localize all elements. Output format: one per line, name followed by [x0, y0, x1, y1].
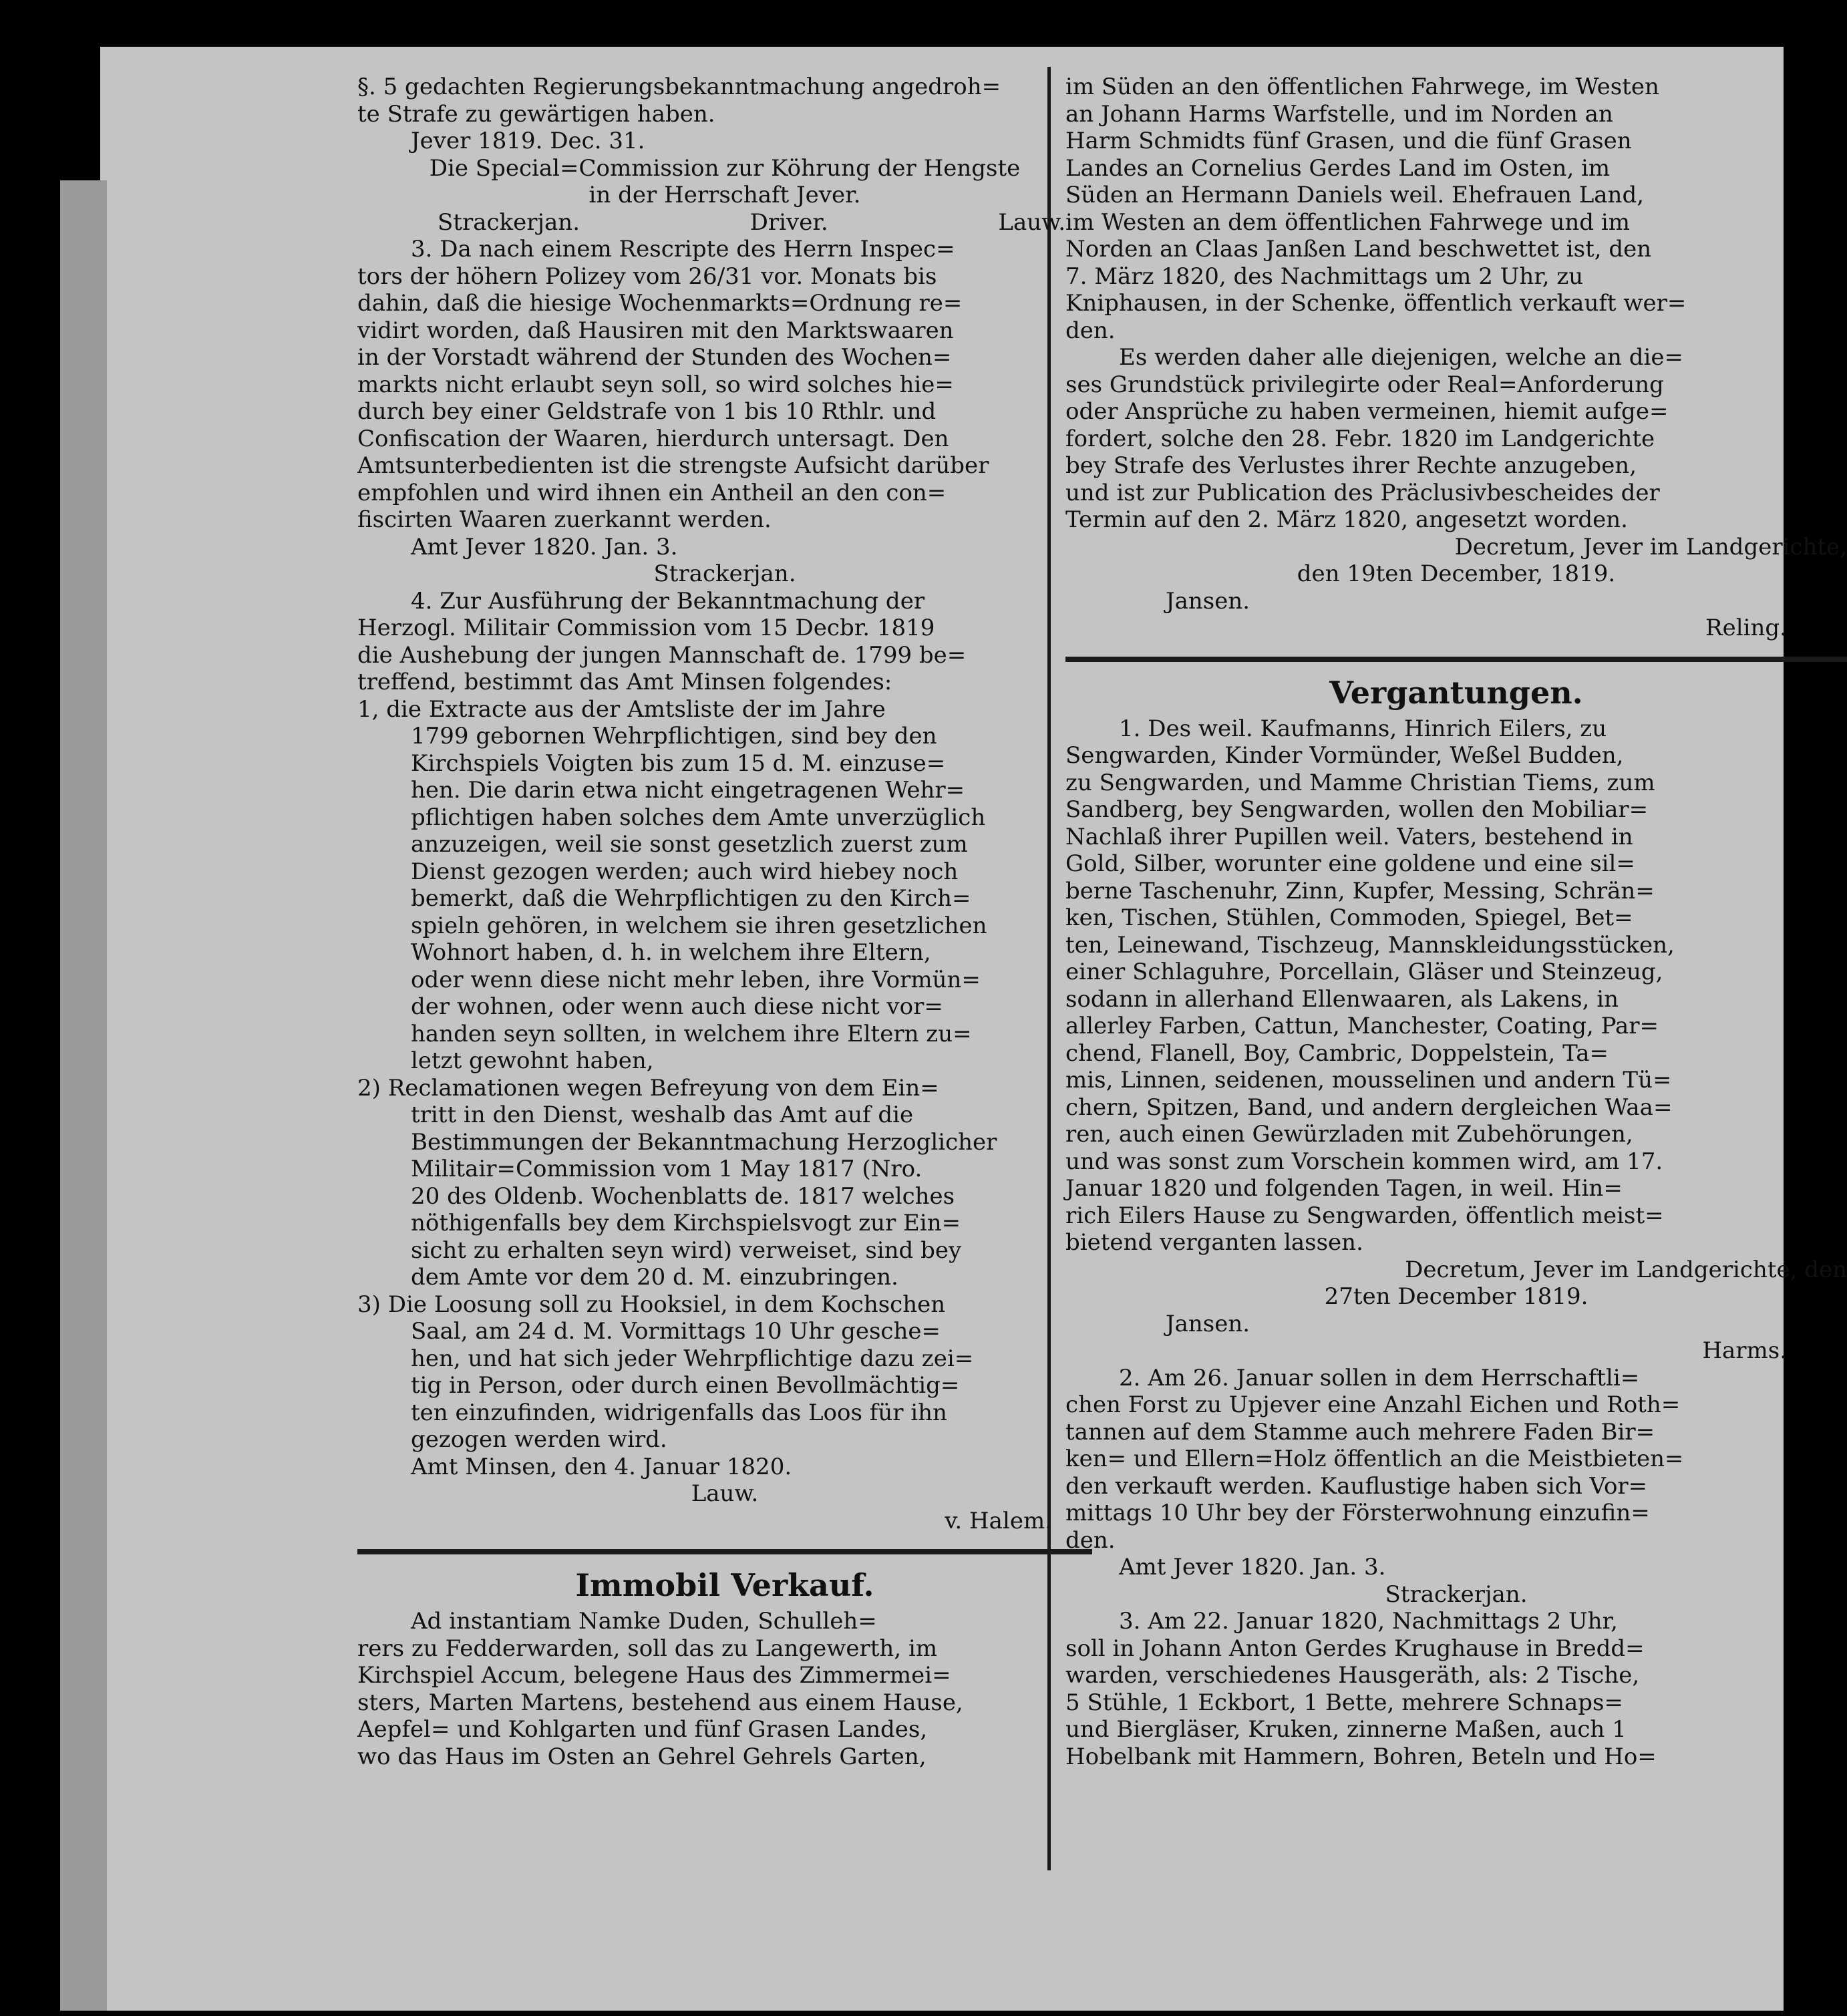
text-line: rers zu Fedderwarden, soll das zu Langewerth, im: [357, 1635, 938, 1662]
text-line: Ad instantiam Namke Duden, Schulleh=: [411, 1608, 877, 1635]
dateline: Amt Jever 1820. Jan. 3.: [1119, 1554, 1386, 1580]
text-line: te Strafe zu gewärtigen haben.: [357, 100, 715, 128]
text-line: ren, auch einen Gewürzladen mit Zubehörungen,: [1065, 1121, 1633, 1148]
text-line: Norden an Claas Janßen Land beschwettet ist, den: [1065, 236, 1652, 263]
text-line: bey Strafe des Verlustes ihrer Rechte anzugeben,: [1065, 452, 1637, 479]
text-line: gezogen werden wird.: [411, 1426, 667, 1453]
text-line: und was sonst zum Vorschein kommen wird, am 17.: [1065, 1148, 1663, 1175]
section-heading-immobil-verkauf: Immobil Verkauf.: [575, 1567, 874, 1603]
text-line: handen seyn sollten, in welchem ihre Eltern zu=: [411, 1020, 972, 1047]
text-line: letzt gewohnt haben,: [411, 1047, 654, 1074]
text-line: 3. Am 22. Januar 1820, Nachmittags 2 Uhr,: [1119, 1608, 1618, 1635]
dateline: Jever 1819. Dec. 31.: [411, 128, 645, 154]
text-line: 7. März 1820, des Nachmittags um 2 Uhr, zu: [1065, 263, 1584, 290]
text-line: Termin auf den 2. März 1820, angesetzt worden.: [1065, 506, 1628, 533]
text-line: Herzogl. Militair Commission vom 15 Decbr. 1819: [357, 615, 935, 641]
signature-name: Strackerjan.: [653, 560, 796, 587]
text-line: vidirt worden, daß Hausiren mit den Marktswaaren: [357, 317, 954, 344]
text-line: 1. Des weil. Kaufmanns, Hinrich Eilers, zu: [1119, 715, 1607, 742]
text-line: hen. Die darin etwa nicht eingetragenen Wehr=: [411, 777, 965, 804]
text-line: fordert, solche den 28. Febr. 1820 im Landgerichte: [1065, 425, 1655, 452]
list-item: 1, die Extracte aus der Amtsliste der im Jahre: [357, 695, 886, 723]
text-line: 1799 gebornen Wehrpflichtigen, sind bey den: [411, 723, 937, 749]
text-line: warden, verschiedenes Hausgeräth, als: 2 Tische,: [1065, 1662, 1640, 1689]
text-line: oder Ansprüche zu haben vermeinen, hiemit aufge=: [1065, 398, 1669, 425]
text-line: die Aushebung der jungen Mannschaft de. 1799 be=: [357, 641, 967, 669]
text-line: mis, Linnen, seidenen, mousselinen und andern Tü=: [1065, 1067, 1672, 1094]
text-line: zu Sengwarden, und Mamme Christian Tiems, zum: [1065, 769, 1655, 796]
text-line: einer Schlaguhre, Porcellain, Gläser und Steinzeug,: [1065, 959, 1663, 985]
text-line: chend, Flanell, Boy, Cambric, Doppelstein, Ta=: [1065, 1039, 1609, 1067]
text-line: sters, Marten Martens, bestehend aus einem Hause,: [357, 1689, 963, 1716]
text-line: und ist zur Publication des Präclusivbescheides der: [1065, 479, 1660, 506]
text-line: Wohnort haben, d. h. in welchem ihre Eltern,: [411, 939, 931, 966]
text-line: Januar 1820 und folgenden Tagen, in weil. Hin=: [1065, 1175, 1623, 1202]
text-line: im Süden an den öffentlichen Fahrwege, im Westen: [1065, 73, 1659, 100]
section-rule: [1065, 657, 1847, 662]
text-line: Sandberg, bey Sengwarden, wollen den Mobiliar=: [1065, 796, 1649, 823]
text-line: markts nicht erlaubt seyn soll, so wird solches hie=: [357, 371, 954, 398]
dateline: den 19ten December, 1819.: [1297, 560, 1616, 587]
dateline: Decretum, Jever im Landgerichte, den: [1405, 1256, 1847, 1283]
signature-title: in der Herrschaft Jever.: [589, 182, 861, 208]
dateline: 27ten December 1819.: [1324, 1283, 1588, 1310]
text-line: wo das Haus im Osten an Gehrel Gehrels Garten,: [357, 1743, 927, 1770]
text-line: oder wenn diese nicht mehr leben, ihre Vormün=: [411, 966, 981, 993]
signature-name: v. Halem.: [945, 1507, 1052, 1534]
signature-name: Harms.: [1702, 1337, 1787, 1364]
text-line: im Westen an dem öffentlichen Fahrwege und im: [1065, 208, 1630, 236]
text-line: Bestimmungen der Bekanntmachung Herzoglicher: [411, 1128, 997, 1156]
text-line: 5 Stühle, 1 Eckbort, 1 Bette, mehrere Schnaps=: [1065, 1689, 1623, 1716]
signature-name: Reling.: [1705, 615, 1787, 641]
text-line: der wohnen, oder wenn auch diese nicht vor=: [411, 993, 943, 1020]
text-line: 4. Zur Ausführung der Bekanntmachung der: [411, 587, 925, 615]
text-line: chern, Spitzen, Band, und andern dergleichen Waa=: [1065, 1094, 1673, 1121]
dateline: Amt Jever 1820. Jan. 3.: [411, 533, 678, 560]
text-line: Kirchspiels Voigten bis zum 15 d. M. einzuse=: [411, 749, 946, 777]
text-line: Süden an Hermann Daniels weil. Ehefrauen Land,: [1065, 182, 1645, 208]
text-line: treffend, bestimmt das Amt Minsen folgendes:: [357, 669, 892, 695]
right-column: [1065, 73, 1847, 1770]
signature-name: Jansen.: [1166, 587, 1250, 615]
text-line: Gold, Silber, worunter eine goldene und eine sil=: [1065, 850, 1635, 877]
text-line: sicht zu erhalten seyn wird) verweiset, sind bey: [411, 1236, 962, 1264]
text-line: Saal, am 24 d. M. Vormittags 10 Uhr gesche=: [411, 1318, 941, 1345]
list-item: 3) Die Loosung soll zu Hooksiel, in dem Kochschen: [357, 1291, 946, 1318]
text-line: Kniphausen, in der Schenke, öffentlich verkauft wer=: [1065, 290, 1687, 317]
section-rule: [357, 1549, 1092, 1554]
text-line: den.: [1065, 1526, 1116, 1554]
text-line: empfohlen und wird ihnen ein Antheil an den con=: [357, 479, 947, 506]
text-line: dahin, daß die hiesige Wochenmarkts=Ordnung re=: [357, 290, 963, 317]
text-line: Aepfel= und Kohlgarten und fünf Grasen Landes,: [357, 1716, 928, 1743]
text-line: chen Forst zu Upjever eine Anzahl Eichen und Roth=: [1065, 1391, 1681, 1418]
dateline: Amt Minsen, den 4. Januar 1820.: [411, 1453, 792, 1480]
text-line: an Johann Harms Warfstelle, und im Norden an: [1065, 100, 1613, 128]
text-line: soll in Johann Anton Gerdes Krughause in Bredd=: [1065, 1635, 1645, 1662]
text-line: 3. Da nach einem Rescripte des Herrn Inspec=: [411, 236, 955, 263]
text-line: allerley Farben, Cattun, Manchester, Coating, Par=: [1065, 1013, 1659, 1039]
text-line: 2. Am 26. Januar sollen in dem Herrschaftli=: [1119, 1364, 1640, 1391]
text-line: rich Eilers Hause zu Sengwarden, öffentlich meist=: [1065, 1202, 1664, 1229]
text-line: Amtsunterbedienten ist die strengste Aufsicht darüber: [357, 452, 989, 479]
signature-name: Strackerjan.: [438, 208, 580, 236]
text-line: ses Grundstück privilegirte oder Real=Anforderung: [1065, 371, 1664, 398]
text-line: Harm Schmidts fünf Grasen, und die fünf Grasen: [1065, 128, 1632, 154]
text-line: Kirchspiel Accum, belegene Haus des Zimmermei=: [357, 1662, 951, 1689]
list-item: 2) Reclamationen wegen Befreyung von dem Ein=: [357, 1074, 939, 1102]
text-line: 20 des Oldenb. Wochenblatts de. 1817 welches: [411, 1182, 955, 1210]
text-line: Sengwarden, Kinder Vormünder, Weßel Budden,: [1065, 742, 1624, 769]
text-line: bietend verganten lassen.: [1065, 1229, 1363, 1256]
text-line: dem Amte vor dem 20 d. M. einzubringen.: [411, 1264, 898, 1291]
text-line: in der Vorstadt während der Stunden des Wochen=: [357, 344, 952, 371]
text-line: fiscirten Waaren zuerkannt werden.: [357, 506, 772, 533]
text-line: Es werden daher alle diejenigen, welche an die=: [1119, 344, 1683, 371]
text-line: tannen auf dem Stamme auch mehrere Faden Bir=: [1065, 1418, 1655, 1446]
text-line: hen, und hat sich jeder Wehrpflichtige dazu zei=: [411, 1345, 974, 1372]
text-line: anzuzeigen, weil sie sonst gesetzlich zuerst zum: [411, 831, 968, 858]
signature-name: Driver.: [749, 208, 828, 236]
text-line: Dienst gezogen werden; auch wird hiebey noch: [411, 858, 959, 885]
text-line: nöthigenfalls bey dem Kirchspielsvogt zur Ein=: [411, 1210, 961, 1236]
text-line: sodann in allerhand Ellenwaaren, als Lakens, in: [1065, 985, 1619, 1013]
text-line: ken= und Ellern=Holz öffentlich an die Meistbieten=: [1065, 1446, 1684, 1472]
signature-name: Lauw.: [998, 208, 1065, 236]
text-line: Hobelbank mit Hammern, Bohren, Beteln und Ho=: [1065, 1743, 1657, 1770]
text-line: Confiscation der Waaren, hierdurch untersagt. Den: [357, 425, 949, 452]
text-line: Militair=Commission vom 1 May 1817 (Nro.: [411, 1156, 922, 1182]
text-line: ken, Tischen, Stühlen, Commoden, Spiegel, Bet=: [1065, 904, 1633, 931]
text-line: ten einzufinden, widrigenfalls das Loos für ihn: [411, 1399, 947, 1426]
text-line: mittags 10 Uhr bey der Försterwohnung einzufin=: [1065, 1500, 1650, 1526]
text-line: §. 5 gedachten Regierungsbekanntmachung angedroh=: [357, 73, 1001, 100]
section-heading-vergantungen: Vergantungen.: [1329, 674, 1583, 711]
signature-name: Jansen.: [1166, 1310, 1250, 1337]
newspaper-page: [100, 47, 1847, 2011]
text-line: bemerkt, daß die Wehrpflichtigen zu den Kirch=: [411, 885, 971, 912]
text-line: Landes an Cornelius Gerdes Land im Osten, im: [1065, 154, 1611, 182]
text-line: ten, Leinewand, Tischzeug, Mannskleidungsstücken,: [1065, 931, 1675, 959]
text-line: den.: [1065, 317, 1116, 344]
dateline: Decretum, Jever im Landgerichte,: [1454, 533, 1847, 560]
signature-name: Strackerjan.: [1385, 1580, 1528, 1608]
text-line: tig in Person, oder durch einen Bevollmächtig=: [411, 1372, 960, 1399]
text-line: berne Taschenuhr, Zinn, Kupfer, Messing, Schrän=: [1065, 877, 1655, 904]
text-line: spieln gehören, in welchem sie ihren gesetzlichen: [411, 912, 987, 939]
text-line: den verkauft werden. Kauflustige haben sich Vor=: [1065, 1472, 1648, 1500]
text-line: Nachlaß ihrer Pupillen weil. Vaters, bestehend in: [1065, 823, 1633, 850]
signature-title: Die Special=Commission zur Köhrung der Hengste: [429, 154, 1021, 182]
text-line: durch bey einer Geldstrafe von 1 bis 10 Rthlr. und: [357, 398, 937, 425]
text-line: tritt in den Dienst, weshalb das Amt auf die: [411, 1102, 914, 1128]
text-line: und Biergläser, Kruken, zinnerne Maßen, auch 1: [1065, 1716, 1627, 1743]
signatures: [357, 209, 1092, 236]
signature-name: Lauw.: [691, 1480, 759, 1507]
text-line: tors der höhern Polizey vom 26/31 vor. Monats bis: [357, 263, 937, 290]
left-column: [357, 73, 1092, 1770]
text-line: pflichtigen haben solches dem Amte unverzüglich: [411, 804, 986, 831]
